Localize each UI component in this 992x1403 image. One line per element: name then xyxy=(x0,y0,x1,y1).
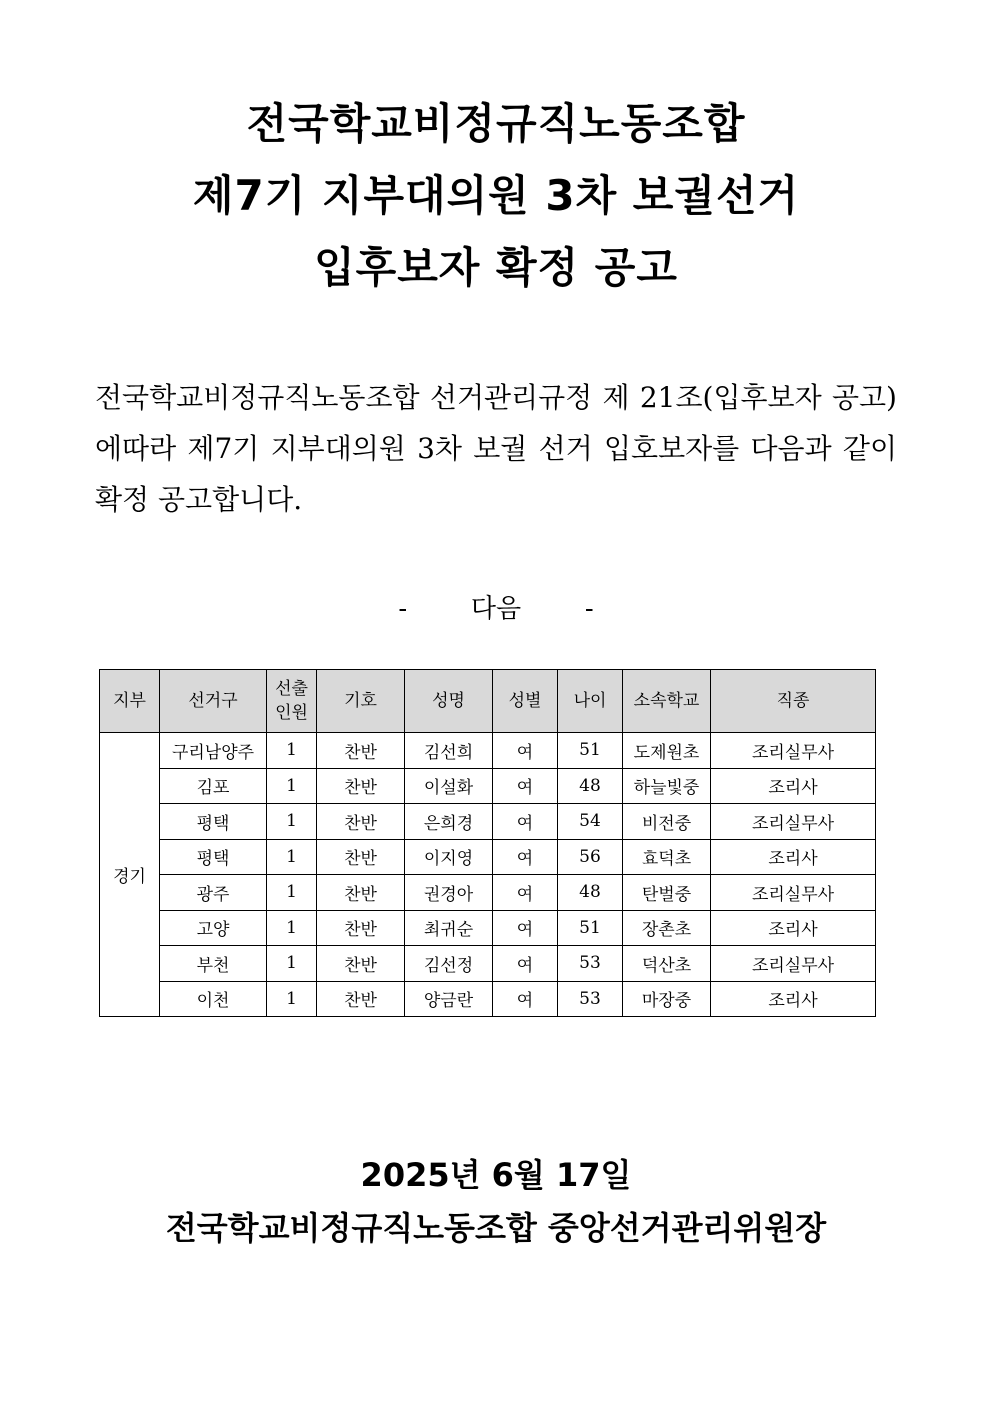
cell-district: 평택 xyxy=(160,839,267,875)
cell-age: 54 xyxy=(558,804,623,840)
table-row xyxy=(100,981,876,1017)
cell-district: 김포 xyxy=(160,768,267,804)
title-line-1: 전국학교비정규직노동조합 xyxy=(246,99,746,148)
cell-school: 하늘빛중 xyxy=(623,768,711,804)
table-row xyxy=(100,768,876,804)
document-title xyxy=(0,88,992,304)
cell-symbol: 찬반 xyxy=(317,981,405,1017)
cell-district: 고양 xyxy=(160,910,267,946)
cell-name: 이지영 xyxy=(405,839,493,875)
next-label xyxy=(0,588,992,625)
cell-symbol: 찬반 xyxy=(317,875,405,911)
cell-school: 탄벌중 xyxy=(623,875,711,911)
cell-gender: 여 xyxy=(493,733,558,769)
cell-age: 51 xyxy=(558,910,623,946)
announcement-date: 2025년 6월 17일 xyxy=(360,1156,632,1194)
cell-job: 조리실무사 xyxy=(711,804,876,840)
header-branch: 지부 xyxy=(100,670,160,733)
cell-job: 조리사 xyxy=(711,839,876,875)
cell-seats: 1 xyxy=(267,733,317,769)
cell-district: 광주 xyxy=(160,875,267,911)
table-row xyxy=(100,733,876,769)
cell-school: 도제원초 xyxy=(623,733,711,769)
cell-name: 권경아 xyxy=(405,875,493,911)
header-seats xyxy=(267,670,317,733)
cell-symbol: 찬반 xyxy=(317,839,405,875)
cell-job: 조리사 xyxy=(711,981,876,1017)
cell-seats: 1 xyxy=(267,875,317,911)
cell-seats: 1 xyxy=(267,839,317,875)
cell-age: 51 xyxy=(558,733,623,769)
announcement-body: 전국학교비정규직노동조합 선거관리규정 제 21조(입후보자 공고)에따라 제7기 지부대의원 3차 보궐 선거 입호보자를 다음과 같이 확정 공고합니다. xyxy=(95,381,897,516)
cell-school: 효덕초 xyxy=(623,839,711,875)
cell-name: 김선희 xyxy=(405,733,493,769)
cell-age: 48 xyxy=(558,875,623,911)
table-header-row xyxy=(100,670,876,733)
header-symbol: 기호 xyxy=(317,670,405,733)
cell-age: 53 xyxy=(558,981,623,1017)
next-word: 다음 xyxy=(470,594,522,624)
table-row xyxy=(100,910,876,946)
title-line-3: 입후보자 확정 공고 xyxy=(314,243,678,292)
cell-gender: 여 xyxy=(493,910,558,946)
cell-job: 조리실무사 xyxy=(711,875,876,911)
announcement-signatory: 전국학교비정규직노동조합 중앙선거관리위원장 xyxy=(165,1209,827,1247)
header-job: 직종 xyxy=(711,670,876,733)
cell-name: 김선정 xyxy=(405,946,493,982)
cell-district: 평택 xyxy=(160,804,267,840)
cell-school: 비전중 xyxy=(623,804,711,840)
table-row xyxy=(100,875,876,911)
cell-district: 이천 xyxy=(160,981,267,1017)
header-seats-line1: 선출 xyxy=(275,679,308,699)
cell-symbol: 찬반 xyxy=(317,910,405,946)
cell-age: 56 xyxy=(558,839,623,875)
cell-seats: 1 xyxy=(267,946,317,982)
cell-gender: 여 xyxy=(493,839,558,875)
cell-symbol: 찬반 xyxy=(317,946,405,982)
cell-school: 마장중 xyxy=(623,981,711,1017)
cell-job: 조리사 xyxy=(711,910,876,946)
cell-name: 양금란 xyxy=(405,981,493,1017)
title-line-2: 제7기 지부대의원 3차 보궐선거 xyxy=(192,171,800,220)
cell-job: 조리실무사 xyxy=(711,733,876,769)
cell-gender: 여 xyxy=(493,875,558,911)
cell-job: 조리사 xyxy=(711,768,876,804)
cell-symbol: 찬반 xyxy=(317,733,405,769)
header-seats-line2: 인원 xyxy=(275,703,308,723)
next-dash-left: - xyxy=(398,594,408,624)
header-school: 소속학교 xyxy=(623,670,711,733)
cell-age: 53 xyxy=(558,946,623,982)
cell-district: 구리남양주 xyxy=(160,733,267,769)
table-row xyxy=(100,946,876,982)
header-gender: 성별 xyxy=(493,670,558,733)
candidate-table xyxy=(99,669,876,1017)
cell-name: 이설화 xyxy=(405,768,493,804)
branch-cell: 경기 xyxy=(100,733,160,1017)
table-row xyxy=(100,839,876,875)
cell-seats: 1 xyxy=(267,981,317,1017)
cell-seats: 1 xyxy=(267,804,317,840)
cell-age: 48 xyxy=(558,768,623,804)
header-age: 나이 xyxy=(558,670,623,733)
table-row xyxy=(100,804,876,840)
cell-seats: 1 xyxy=(267,910,317,946)
cell-school: 장촌초 xyxy=(623,910,711,946)
cell-gender: 여 xyxy=(493,768,558,804)
cell-name: 최귀순 xyxy=(405,910,493,946)
cell-gender: 여 xyxy=(493,946,558,982)
cell-symbol: 찬반 xyxy=(317,804,405,840)
header-district: 선거구 xyxy=(160,670,267,733)
cell-job: 조리실무사 xyxy=(711,946,876,982)
cell-name: 은희경 xyxy=(405,804,493,840)
header-name: 성명 xyxy=(405,670,493,733)
cell-gender: 여 xyxy=(493,981,558,1017)
cell-seats: 1 xyxy=(267,768,317,804)
cell-gender: 여 xyxy=(493,804,558,840)
cell-symbol: 찬반 xyxy=(317,768,405,804)
next-dash-right: - xyxy=(584,594,594,624)
cell-school: 덕산초 xyxy=(623,946,711,982)
cell-district: 부천 xyxy=(160,946,267,982)
